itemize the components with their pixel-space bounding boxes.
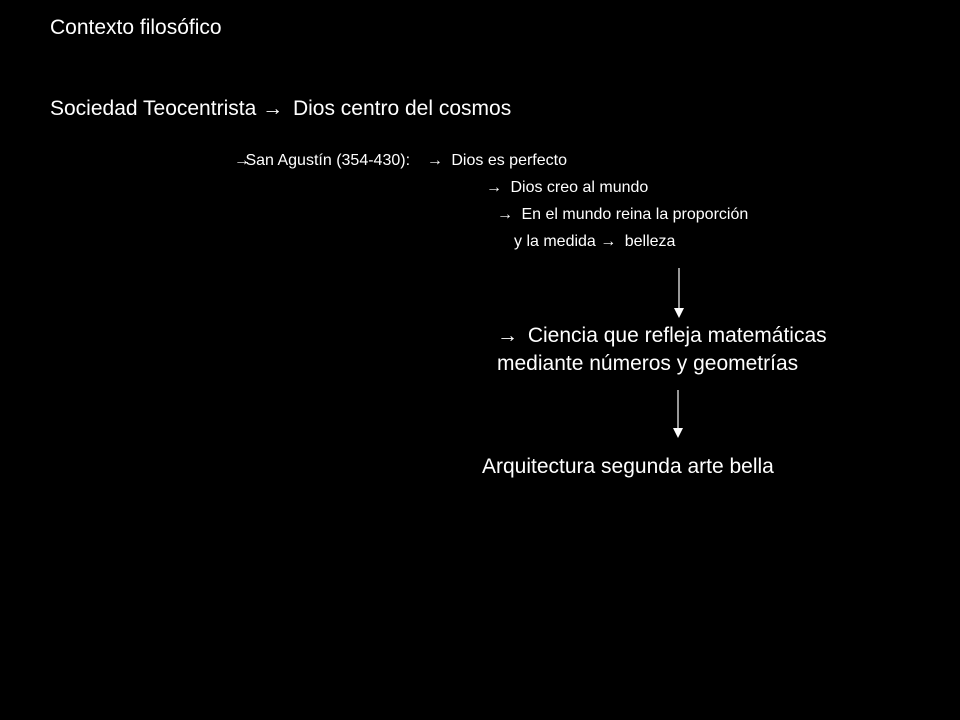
slide-title: Contexto filosófico — [50, 16, 222, 39]
continuation-result: belleza — [624, 233, 676, 250]
augustine-point-1: Dios es perfecto — [451, 152, 567, 169]
augustine-continuation — [514, 234, 675, 250]
down-arrow-connector — [670, 390, 686, 440]
conclusion-text: Arquitectura segunda arte bella — [482, 455, 774, 478]
arrow-right-icon: → — [600, 233, 617, 250]
augustine-point-3-line — [497, 207, 748, 223]
science-text-1: Ciencia que refleja matemáticas — [527, 324, 827, 347]
augustine-point-2-line — [486, 180, 648, 196]
augustine-point-2: Dios creo al mundo — [510, 179, 649, 196]
arrow-right-icon: → — [426, 152, 443, 169]
arrow-right-icon: → — [234, 152, 250, 169]
society-result: Dios centro del cosmos — [292, 97, 512, 120]
connector-arrowhead — [673, 428, 683, 438]
society-line — [50, 98, 511, 119]
continuation-prefix: y la medida — [514, 233, 596, 250]
arrow-right-icon: → — [497, 206, 513, 223]
augustine-point-3: En el mundo reina la proporción — [521, 206, 749, 223]
science-line-2: mediante números y geometrías — [497, 352, 799, 375]
connector-arrowhead — [674, 308, 684, 318]
down-arrow-connector — [671, 268, 687, 320]
arrow-right-icon: → — [497, 324, 518, 347]
augustine-line — [234, 153, 567, 169]
arrow-right-icon: → — [486, 179, 502, 196]
society-label: Sociedad Teocentrista — [50, 97, 257, 120]
augustine-name: San Agustín (354-430): — [245, 152, 411, 169]
science-line-1 — [497, 325, 827, 346]
arrow-right-icon: → — [262, 97, 284, 120]
